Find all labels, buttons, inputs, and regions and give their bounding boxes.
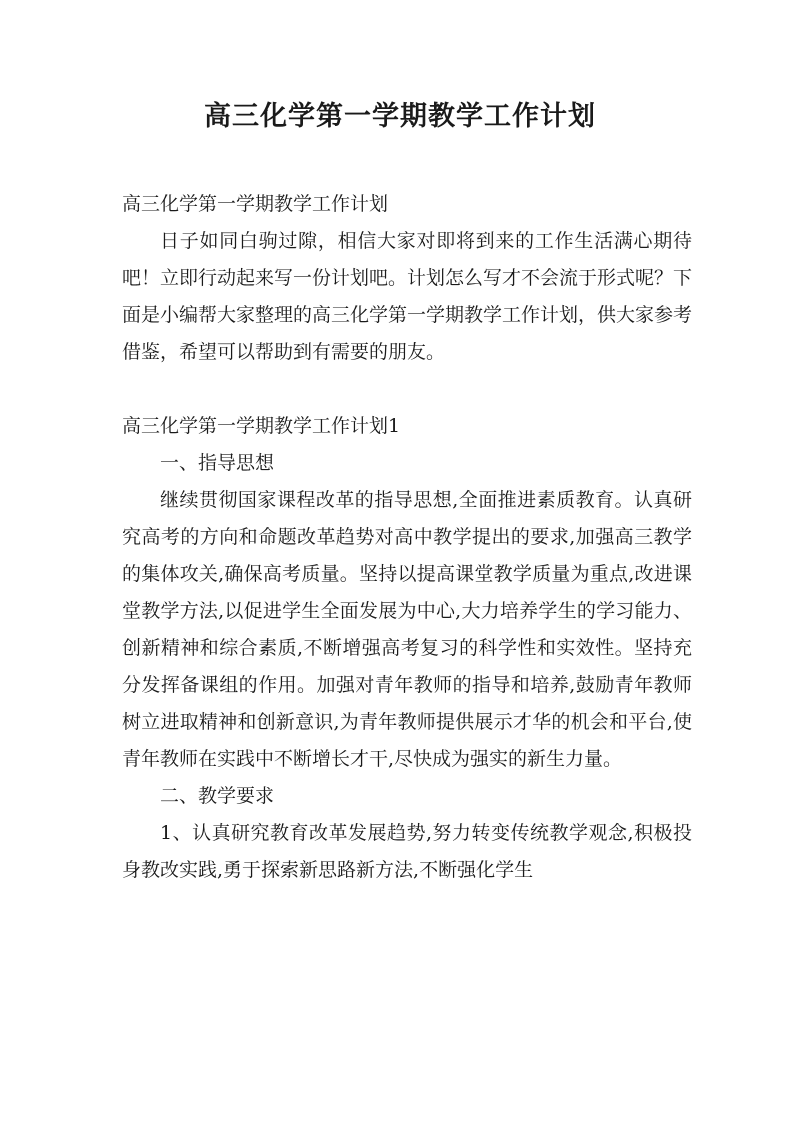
section-heading-guiding-ideology: 一、指导思想 bbox=[160, 452, 275, 474]
document-body bbox=[122, 186, 692, 889]
document-subtitle: 高三化学第一学期教学工作计划 bbox=[122, 193, 389, 215]
intro-paragraph: 日子如同白驹过隙，相信大家对即将到来的工作生活满心期待吧！立即行动起来写一份计划吧。计划怎么写才不会流于形式呢？下面是小编帮大家整理的高三化学第一学期教学工作计划，供大家参考借鉴，希望可以帮助到有需要的朋友。 bbox=[122, 230, 693, 363]
teaching-requirements-paragraph: 1、认真研究教育改革发展趋势,努力转变传统教学观念,积极投身教改实践,勇于探索新思路新方法,不断强化学生 bbox=[122, 822, 692, 881]
paragraph-spacer bbox=[122, 371, 692, 408]
document-title: 高三化学第一学期教学工作计划 bbox=[204, 101, 596, 132]
section-title: 高三化学第一学期教学工作计划1 bbox=[122, 415, 401, 437]
guiding-ideology-paragraph: 继续贯彻国家课程改革的指导思想,全面推进素质教育。认真研究高考的方向和命题改革趋势对高中教学提出的要求,加强高三教学的集体攻关,确保高考质量。坚持以提高课堂教学质量为重点,改进课堂教学方法,以促进学生全面发展为中心,大力培养学生的学习能力、创新精神和综合素质,不断增强高考复习的科学性和实效性。坚持充分发挥备课组的作用。加强对青年教师的指导和培养,鼓励青年教师树立进取精神和创新意识,为青年教师提供展示才华的机会和平台,使青年教师在实践中不断增长才干,尽快成为强实的新生力量。 bbox=[122, 489, 692, 770]
section-heading-teaching-requirements: 二、教学要求 bbox=[160, 785, 275, 807]
